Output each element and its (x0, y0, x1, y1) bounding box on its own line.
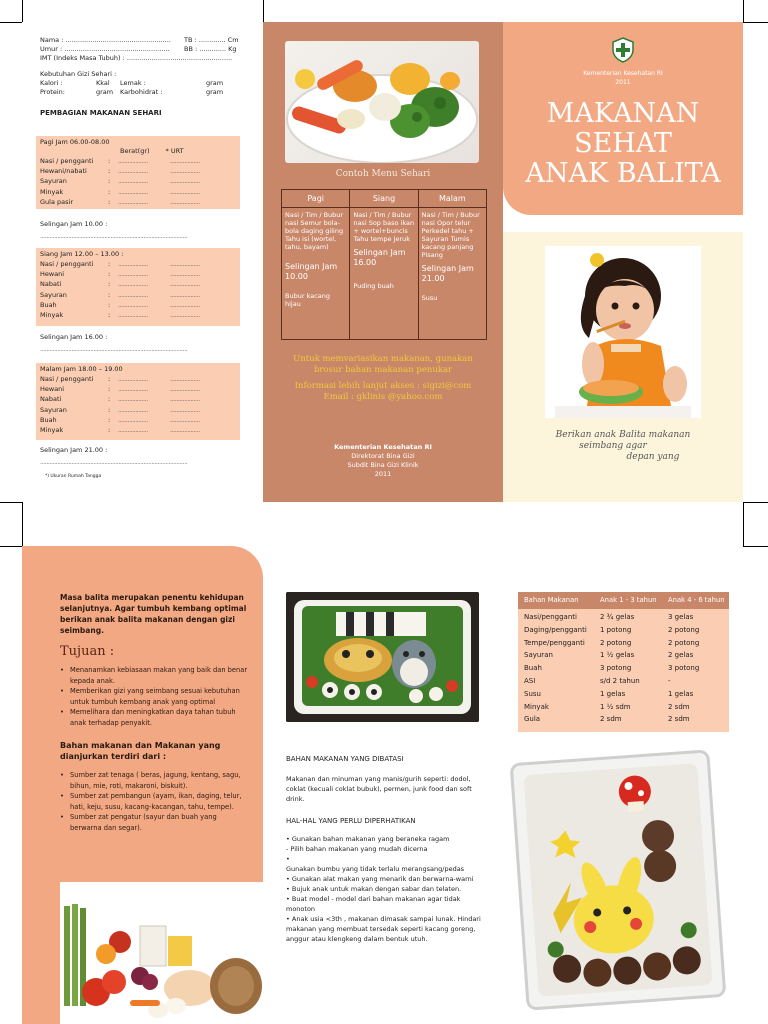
age-4-6-cell: - (668, 676, 671, 685)
cover-ministry-name: Kementerian Kesehatan RI (583, 70, 663, 77)
child-eating-photo (545, 246, 701, 418)
col-header-siang: Siang (349, 190, 417, 207)
kalori-label: Kalori : (40, 79, 63, 87)
food-group-label: Sayuran (40, 405, 67, 414)
table-row (518, 611, 729, 624)
colon: : (108, 415, 111, 424)
age-4-6-cell: 2 sdm (668, 702, 690, 711)
selingan-10: Selingan Jam 10.00 : (40, 220, 108, 228)
food-group-label: Nasi / pengganti (40, 259, 94, 268)
gram-unit: gram (206, 79, 224, 87)
malam-block (36, 363, 240, 440)
berat-field[interactable]: ................... (118, 311, 148, 320)
goals-list (60, 665, 250, 728)
bahan-cell: Gula (524, 715, 541, 724)
food-group-label: Nasi / pengganti (40, 374, 94, 383)
urt-field[interactable]: ................... (170, 374, 200, 383)
urt-field[interactable]: ................... (170, 395, 200, 404)
menu-col-malam (418, 208, 486, 339)
berat-field[interactable]: ................... (118, 426, 148, 435)
pikachu-bento-photo (510, 749, 727, 1010)
totoro-bento-photo (286, 592, 479, 722)
tip-item: • Gunakan bahan makanan yang beraneka ragam (286, 835, 450, 843)
food-group-label: Nabati (40, 280, 62, 289)
siang-list (40, 259, 236, 321)
tip-item: • Gunakan alat makan yang menarik dan berwarna-warni (286, 875, 474, 883)
berat-field[interactable]: ................... (118, 290, 148, 299)
age-4-6-cell: 1 gelas (668, 689, 694, 698)
footer-directorate: Direktorat Bina Gizi (351, 452, 415, 460)
crop-mark (743, 22, 768, 23)
tagline-line-3: depan yang (626, 452, 680, 462)
age-1-3-cell: 2 potong (600, 638, 632, 647)
meal-row (40, 374, 236, 384)
pagi-block (36, 136, 240, 209)
age-1-3-cell: 1 ½ gelas (600, 651, 635, 660)
tip-item: • Buat model - model dari bahan makanan agar tidak monoton (286, 895, 461, 913)
age-1-3-cell: 2 sdm (600, 715, 622, 724)
berat-field[interactable]: ................... (118, 384, 148, 393)
pagi-title: Pagi Jam 06.00-08.00 (40, 138, 110, 146)
berat-field[interactable]: ................... (118, 269, 148, 278)
colon: : (108, 187, 111, 196)
bahan-heading: Bahan makanan dan Makanan yang dianjurkan terdiri dari : (60, 741, 221, 761)
bahan-item: • Sumber zat pembangun (ayam, ikan, daging, telur, hati, keju, susu, kacang-kacangan, tahu, tempe). (60, 791, 250, 812)
colon: : (108, 197, 111, 206)
tb-field[interactable]: TB : ............. Cm (184, 36, 239, 44)
table-row (518, 649, 729, 662)
berat-field[interactable]: ................... (118, 156, 148, 165)
urt-field[interactable]: ................... (170, 280, 200, 289)
urt-field[interactable]: ................... (170, 415, 200, 424)
berat-field[interactable]: ................... (118, 374, 148, 383)
col-header-1-3: Anak 1 - 3 tahun (600, 596, 657, 604)
umur-field[interactable]: Umur : ................................................... (40, 45, 170, 53)
age-1-3-cell: s/d 2 tahun (600, 676, 640, 685)
berat-col: Berat(gr) (120, 147, 150, 155)
berat-field[interactable]: ................... (118, 405, 148, 414)
age-4-6-cell: 3 potong (668, 664, 700, 673)
menu-col-siang (349, 208, 417, 339)
colon: : (108, 384, 111, 393)
table-row (518, 624, 729, 637)
tagline-line-2: seimbang agar (579, 441, 647, 451)
age-1-3-cell: 2 ¾ gelas (600, 613, 635, 621)
colon: : (108, 177, 111, 186)
title-line-2: SEHAT (574, 128, 672, 159)
berat-field[interactable]: ................... (118, 187, 148, 196)
imt-field[interactable]: IMT (Indeks Masa Tubuh) : ................................................... (40, 54, 233, 62)
meal-row (40, 290, 236, 300)
crop-mark (0, 502, 22, 503)
age-4-6-cell: 2 potong (668, 625, 700, 634)
urt-col: * URT (165, 147, 184, 155)
section-title: PEMBAGIAN MAKANAN SEHARI (40, 109, 162, 117)
meal-row (40, 177, 236, 187)
urt-field[interactable]: ................... (170, 300, 200, 309)
berat-field[interactable]: ................... (118, 259, 148, 268)
goal-item: • Memelihara dan meningkatkan daya tahan tubuh anak terhadap penyakit. (60, 707, 250, 728)
healthy-food-photo (60, 882, 263, 1024)
meal-row (40, 405, 236, 415)
meal-row (40, 310, 236, 320)
meal-row (40, 425, 236, 435)
urt-field[interactable]: ................... (170, 311, 200, 320)
crop-mark (0, 22, 22, 23)
dibatasi-heading: BAHAN MAKANAN YANG DIBATASI (286, 755, 404, 763)
crop-mark (22, 0, 23, 22)
gram-unit: gram (206, 88, 224, 96)
age-1-3-cell: 1 gelas (600, 689, 626, 698)
tip-item: - Pilih bahan makanan yang mudah dicerna (286, 845, 428, 853)
age-4-6-cell: 3 gelas (668, 613, 694, 621)
protein-label: Protein: (40, 88, 65, 96)
email-note: Email : gklinis @yahoo.com (323, 392, 443, 402)
malam-title: Malam Jam 18.00 – 19.00 (40, 365, 123, 373)
food-group-label: Sayuran (40, 177, 67, 186)
gram-unit: gram (96, 88, 114, 96)
bahan-item: • Sumber zat tenaga ( beras, jagung, kentang, sagu, bihun, mie, roti, makaroni, biskuit). (60, 770, 250, 791)
crop-mark (743, 546, 768, 547)
table-row (518, 662, 729, 675)
table-row (518, 675, 729, 688)
berat-field[interactable]: ................... (118, 166, 148, 175)
crop-mark (0, 546, 22, 547)
footer-year: 2011 (374, 470, 392, 478)
cover-tagline (503, 430, 743, 463)
inside-left-text (60, 592, 250, 833)
urt-field[interactable]: ................... (170, 187, 200, 196)
colon: : (108, 300, 111, 309)
food-group-label: Sayuran (40, 290, 67, 299)
berat-field[interactable]: ................... (118, 197, 148, 206)
colon: : (108, 166, 111, 175)
table-row (518, 701, 729, 714)
lemak-label: Lemak : (120, 79, 146, 87)
tips-list (286, 834, 482, 944)
table-row (518, 713, 729, 726)
menu-caption: Contoh Menu Sehari (335, 169, 431, 179)
cover-ministry (503, 69, 743, 87)
karbo-label: Karbohidrat : (120, 88, 163, 96)
urt-field[interactable]: ................... (170, 290, 200, 299)
crop-mark (22, 502, 23, 546)
tagline-line-1: Berikan anak Balita makanan (555, 430, 691, 440)
col-header-bahan: Bahan Makanan (524, 596, 579, 604)
bahan-item: • Sumber zat pengatur (sayur dan buah yang berwarna dan segar). (60, 812, 250, 833)
ministry-logo-icon (611, 37, 635, 63)
cover-year: 2011 (615, 79, 631, 86)
bahan-cell: Nasi/pengganti (524, 613, 577, 621)
siang-snack: Puding buah (353, 282, 394, 290)
siang-selingan: Selingan Jam 16.00 (353, 248, 406, 267)
perhatikan-heading: HAL-HAL YANG PERLU DIPERHATIKAN (286, 817, 416, 825)
urt-field[interactable]: ................... (170, 166, 200, 175)
meal-row (40, 395, 236, 405)
age-4-6-cell: 2 gelas (668, 651, 694, 660)
food-group-label: Gula pasir (40, 197, 73, 206)
siang-block (36, 248, 240, 326)
food-group-label: Hewani/nabati (40, 166, 87, 175)
col-header-4-6: Anak 4 - 6 tahun (668, 596, 725, 604)
nama-field[interactable]: Nama : ................................................... (40, 36, 171, 44)
urt-field[interactable]: ................... (170, 259, 200, 268)
col-header-malam: Malam (418, 190, 486, 207)
siang-menu: Nasi / Tim / Bubur nasi Sop baso ikan + wortel+buncis Tahu tempe Jeruk (353, 211, 415, 243)
crop-mark (743, 502, 744, 546)
food-group-label: Nasi / pengganti (40, 156, 94, 165)
food-group-label: Buah (40, 300, 57, 309)
bahan-cell: Tempe/pengganti (524, 638, 585, 647)
colon: : (108, 290, 111, 299)
kebutuhan-label: Kebutuhan Gizi Sehari : (40, 70, 117, 78)
menu-col-pagi (282, 208, 349, 339)
meal-row (40, 269, 236, 279)
colon: : (108, 156, 111, 165)
vegetable-bowl-photo (285, 41, 479, 163)
food-group-label: Buah (40, 415, 57, 424)
info-note: Informasi lebih lanjut akses : sigizi@com (294, 381, 472, 391)
meal-row (40, 384, 236, 394)
malam-list (40, 374, 236, 436)
urt-field[interactable]: ................... (170, 177, 200, 186)
crop-mark (263, 0, 264, 22)
urt-field[interactable]: ................... (170, 426, 200, 435)
pagi-snack: Bubur kacang hijau (285, 292, 330, 308)
bahan-cell: ASI (524, 676, 536, 685)
bahan-cell: Minyak (524, 702, 549, 711)
malam-snack: Susu (421, 294, 438, 302)
menu-table (281, 189, 487, 340)
goal-item: • Memberikan gizi yang seimbang sesuai kebutuhan untuk tumbuh kembang anak yang optimal (60, 686, 250, 707)
pagi-selingan: Selingan Jam 10.00 (285, 262, 338, 281)
fill-line[interactable]: .............................................................................................. (40, 345, 188, 353)
tujuan-heading: Tujuan : (60, 644, 115, 659)
pagi-list (40, 156, 236, 207)
tip-item: • (286, 855, 290, 863)
urt-field[interactable]: ................... (170, 156, 200, 165)
colon: : (108, 259, 111, 268)
meal-row (40, 197, 236, 207)
urt-field[interactable]: ................... (170, 384, 200, 393)
title-line-1: MAKANAN (546, 98, 700, 129)
footer-subdit: Subdit Bina Gizi Klinik (347, 461, 419, 469)
fill-line[interactable]: .............................................................................................. (40, 232, 188, 240)
food-group-label: Minyak (40, 311, 64, 320)
meal-row (40, 166, 236, 176)
selingan-16: Selingan Jam 16.00 : (40, 333, 108, 341)
colon: : (108, 395, 111, 404)
berat-field[interactable]: ................... (118, 300, 148, 309)
siang-title: Siang Jam 12.00 – 13.00 : (40, 250, 124, 258)
urt-field[interactable]: ................... (170, 405, 200, 414)
penukar-note: Untuk memvariasikan makanan, gunakan brosur bahan makanan penukar (293, 354, 473, 375)
colon: : (108, 269, 111, 278)
dibatasi-text: Makanan dan minuman yang manis/gurih seperti: dodol, coklat (kecuali coklat bubuk), permen, junk food dan soft drink. (286, 775, 472, 803)
menu-footer (263, 443, 503, 479)
crop-mark (743, 0, 744, 22)
bahan-cell: Susu (524, 689, 541, 698)
footnote: *) Ukuran Rumah Tangga (45, 474, 102, 479)
food-group-label: Hewani (40, 269, 65, 278)
age-1-3-cell: 1 potong (600, 625, 632, 634)
meal-row (40, 259, 236, 269)
bb-field[interactable]: BB : ............. Kg (184, 45, 237, 53)
malam-selingan: Selingan Jam 21.00 (421, 264, 474, 283)
food-group-label: Hewani (40, 384, 65, 393)
selingan-21: Selingan Jam 21.00 : (40, 446, 108, 454)
meal-row (40, 156, 236, 166)
meal-row (40, 300, 236, 310)
meal-plan-form (40, 36, 240, 486)
crop-mark (743, 502, 768, 503)
food-group-label: Minyak (40, 187, 64, 196)
colon: : (108, 374, 111, 383)
bahan-list (60, 770, 250, 833)
tip-item: • Anak usia <3th , makanan dimasak sampai lunak. Hindari makanan yang membuat tersedak seperti kacang goreng, anggur atau klengkeng dalam bentuk utuh. (286, 915, 481, 943)
age-4-6-cell: 2 sdm (668, 715, 690, 724)
tip-item: Gunakan bumbu yang tidak terlalu merangsang/pedas (286, 865, 465, 873)
malam-menu: Nasi / Tim / Bubur nasi Opor telur Perkedel tahu + Sayuran Tumis kacang panjang Pisang (421, 211, 480, 259)
portion-table (518, 592, 729, 732)
colon: : (108, 426, 111, 435)
age-1-3-cell: 3 potong (600, 664, 632, 673)
footer-ministry: Kementerian Kesehatan RI (334, 443, 432, 451)
cover-title (503, 99, 743, 189)
kkal-unit: Kkal (96, 79, 110, 87)
portion-rows (518, 609, 729, 726)
table-row (518, 637, 729, 650)
meal-row (40, 187, 236, 197)
tip-item: • Bujuk anak untuk makan dengan sabar dan telaten. (286, 885, 462, 893)
fill-line[interactable]: .............................................................................................. (40, 458, 188, 466)
berat-field[interactable]: ................... (118, 177, 148, 186)
colon: : (108, 405, 111, 414)
table-row (518, 688, 729, 701)
col-header-pagi: Pagi (307, 194, 324, 203)
urt-field[interactable]: ................... (170, 269, 200, 278)
berat-field[interactable]: ................... (118, 280, 148, 289)
berat-field[interactable]: ................... (118, 415, 148, 424)
urt-field[interactable]: ................... (170, 197, 200, 206)
age-1-3-cell: 1 ½ sdm (600, 702, 631, 711)
berat-field[interactable]: ................... (118, 395, 148, 404)
bahan-cell: Daging/pengganti (524, 625, 587, 634)
age-4-6-cell: 2 potong (668, 638, 700, 647)
bahan-cell: Sayuran (524, 651, 553, 660)
food-group-label: Nabati (40, 395, 62, 404)
bahan-cell: Buah (524, 664, 542, 673)
pagi-menu: Nasi / Tim / Bubur nasi Semur bola-bola daging giling Tahu isi (wortel, tahu, bayam) (285, 211, 344, 251)
colon: : (108, 280, 111, 289)
food-group-label: Minyak (40, 426, 64, 435)
colon: : (108, 311, 111, 320)
title-line-3: ANAK BALITA (525, 158, 721, 189)
intro-text: Masa balita merupakan penentu kehidupan selanjutnya. Agar tumbuh kembang optimal berikan anak balita makanan dengan gizi seimbang. (60, 593, 247, 635)
inside-middle-text (286, 754, 482, 944)
goal-item: • Menanamkan kebiasaan makan yang baik dan benar kepada anak. (60, 665, 250, 686)
meal-row (40, 415, 236, 425)
meal-row (40, 280, 236, 290)
